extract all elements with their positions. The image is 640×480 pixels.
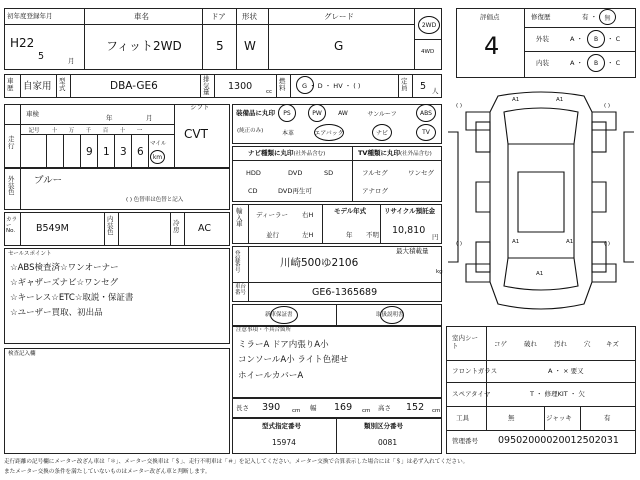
sales-point-2: ☆ギャザーズナビ☆ワンセグ xyxy=(10,278,119,288)
recycle-unit: 円 xyxy=(432,233,439,241)
length-value: 390 xyxy=(262,402,281,413)
equip-abs: ABS xyxy=(420,109,432,117)
model-year-unit: 年 xyxy=(346,231,353,239)
notes-header: 注意事項・不具合箇所 xyxy=(236,327,292,333)
exterior-options-a: A ・ xyxy=(570,35,584,43)
first-reg-month-unit: 月 xyxy=(68,57,75,65)
inspection-year-unit: 年 xyxy=(106,114,113,122)
exterior-color-label: 外装色 xyxy=(8,175,15,196)
equip-aw: AW xyxy=(338,109,348,117)
ac-label: 冷房 xyxy=(173,219,180,234)
seat-yabure: 破れ xyxy=(524,340,537,348)
mgmt-value: 09502000020012502031 xyxy=(498,435,619,446)
sales-point-3: ☆キーレス☆ETC☆取説・保証書 xyxy=(10,293,134,303)
mileage-digit-3: 3 xyxy=(120,146,127,158)
exterior-options-c: ・ C xyxy=(607,35,621,43)
equip-ps: PS xyxy=(283,109,291,117)
jack-label: ジャッキ xyxy=(546,414,572,422)
exterior-selected: B xyxy=(593,35,599,43)
damage-marker-5: A1 xyxy=(566,239,574,245)
capacity-label: 定員 xyxy=(401,77,408,92)
equipment-label: 装備品に丸印 xyxy=(236,109,275,117)
width-unit: cm xyxy=(362,408,371,414)
bracket-tl: ( ) xyxy=(456,103,463,109)
car-name-label: 車名 xyxy=(134,12,149,21)
digit-header-symbol: 記号 xyxy=(28,128,40,134)
tool-value: 無 xyxy=(508,414,515,422)
unit-km: km xyxy=(152,153,163,161)
nav-hdd: HDD xyxy=(246,169,261,177)
inspector-block xyxy=(4,348,230,454)
doors-value: 5 xyxy=(216,39,224,53)
first-reg-year: H22 xyxy=(10,36,35,50)
interior-label: 内装 xyxy=(536,59,549,67)
digit-header-10: 十 xyxy=(119,128,126,134)
equip-airbag: エアバック xyxy=(314,130,344,137)
left-hand: 左H xyxy=(302,231,314,239)
parallel-label: 並行 xyxy=(266,231,279,239)
exterior-color-value: ブルー xyxy=(34,175,63,186)
tv-type-label: TV種類に丸印(社外品含む) xyxy=(358,149,432,157)
width-value: 169 xyxy=(334,402,353,413)
note-line-3: ホイールカバーA xyxy=(238,371,304,381)
car-outline xyxy=(446,82,636,322)
class-label: 類別区分番号 xyxy=(364,422,403,430)
mileage-digit-4: 6 xyxy=(137,146,144,158)
width-label: 幅 xyxy=(310,404,317,412)
model-value: DBA-GE6 xyxy=(110,80,158,92)
reg-value: 川崎500ゆ2106 xyxy=(280,257,359,269)
drive-4wd: 4WD xyxy=(421,49,435,55)
digit-headers xyxy=(22,126,150,134)
max-load-unit: kg xyxy=(436,269,443,275)
fuel-options: G ・ D ・ HV ・ ( ) xyxy=(302,82,361,90)
digit-header-hyaku: 百 xyxy=(102,128,109,134)
reg-label: 登録番号 xyxy=(235,251,241,274)
repair-selected: 無 xyxy=(604,14,611,22)
equip-sunroof: サンルーフ xyxy=(367,110,397,118)
fuel-label: 燃料 xyxy=(279,77,286,92)
seat-koge: コゲ xyxy=(494,340,507,348)
mgmt-label: 管理番号 xyxy=(452,437,478,445)
interior-selected: B xyxy=(593,59,599,67)
mileage-digit-2: 1 xyxy=(103,146,110,158)
bracket-tr: ( ) xyxy=(604,103,611,109)
type-cert-value: 15974 xyxy=(272,438,296,447)
dealer-label: ディーラー xyxy=(256,211,288,219)
equip-pw: PW xyxy=(312,109,322,117)
height-value: 152 xyxy=(406,402,425,413)
spare-value: T ・ 修理KIT ・ 欠 xyxy=(530,390,585,398)
tv-fullseg: フルセグ xyxy=(362,169,388,177)
exterior-color-note: ( ) 色替車は色替と記入 xyxy=(126,197,184,203)
ac-value: AC xyxy=(198,223,211,234)
tv-analog: アナログ xyxy=(362,187,388,195)
repair-label: 修復歴 xyxy=(531,13,551,21)
length-unit: cm xyxy=(292,408,301,414)
footer-line-2: またメーター交換の条件を満たしていないものはメーター改ざん車と判断します。 xyxy=(4,469,211,475)
score-value: 4 xyxy=(484,32,500,60)
sales-point-1: ☆ABS検査済☆ワンオーナー xyxy=(10,263,119,273)
car-name: フィット2WD xyxy=(106,39,182,53)
damage-marker-3: A1 xyxy=(512,239,520,245)
nav-dvd: DVD xyxy=(288,169,303,177)
first-reg-label: 初年度登録年月 xyxy=(7,12,53,20)
color-code-label: カラーNo. xyxy=(6,217,18,234)
displacement-value: 1300 xyxy=(228,81,253,92)
use-value: 自家用 xyxy=(23,81,52,92)
model-year-unknown: 不明 xyxy=(366,231,379,239)
equipment-sub: (純正のみ) xyxy=(237,128,264,134)
tv-oneseg: ワンセグ xyxy=(408,169,434,177)
nav-type-label: ナビ種類に丸印(社外品含む) xyxy=(248,149,326,157)
digit-header-man: 万 xyxy=(68,128,75,134)
jack-value: 有 xyxy=(604,414,611,422)
grade-value: G xyxy=(334,39,344,53)
damage-marker-1: A1 xyxy=(512,97,520,103)
drive-2wd: 2WD xyxy=(421,21,437,29)
documents-block xyxy=(232,304,442,326)
interior-options-c: ・ C xyxy=(607,59,621,67)
shift-value: CVT xyxy=(184,127,208,141)
max-load-label: 最大積載量 xyxy=(396,247,429,255)
inspector-label: 検査記入欄 xyxy=(8,351,36,357)
damage-marker-2: A1 xyxy=(556,97,564,103)
seat-kizu: キズ xyxy=(606,340,619,348)
footer-line-1: 走行距離の記号欄にメーター改ざん車は「＊」、メーター交換車は「＄」、走行不明車は「＃」を記入してください。メーター交換で合算表示した場合には「＄」は必ず入れてください。 xyxy=(4,459,469,465)
chassis-label: 車台番号 xyxy=(235,284,247,296)
capacity-unit: 人 xyxy=(432,87,439,95)
inspection-label: 車検 xyxy=(26,110,39,118)
tool-label: 工具 xyxy=(456,414,469,422)
bracket-br: ( ) xyxy=(604,241,611,247)
interior-options-a: A ・ xyxy=(570,59,584,67)
displacement-unit: cc xyxy=(266,89,273,95)
equip-tv: TV xyxy=(422,129,430,136)
note-line-2: コンソールA小 ライト色褪せ xyxy=(238,355,349,365)
score-label: 評価点 xyxy=(480,13,500,21)
chassis-value: GE6-1365689 xyxy=(312,287,378,298)
doc-manual: 取扱説明書 xyxy=(376,312,404,318)
length-label: 長さ xyxy=(236,404,249,412)
import-label: 輸入車 xyxy=(236,207,243,228)
type-cert-label: 型式指定番号 xyxy=(262,422,301,430)
exterior-label: 外装 xyxy=(536,35,549,43)
nav-dvd-play: DVD再生可 xyxy=(278,187,312,195)
grade-label: グレード xyxy=(324,12,354,21)
model-year-label: モデル年式 xyxy=(334,207,367,215)
bracket-bl: ( ) xyxy=(456,241,463,247)
fuel-selected-circle xyxy=(296,76,314,94)
first-reg-month: 5 xyxy=(38,51,45,62)
recycle-value: 10,810 xyxy=(392,225,426,236)
nav-sd: SD xyxy=(324,169,334,177)
height-unit: cm xyxy=(432,408,441,414)
capacity-value: 5 xyxy=(420,81,427,92)
digit-header-sen: 千 xyxy=(85,128,92,134)
seat-label: 室内シート xyxy=(452,334,478,351)
repair-options: 有 ・ xyxy=(582,13,598,21)
seat-yogore: 汚れ xyxy=(554,340,567,348)
sales-point-4: ☆ユーザー買取、初出品 xyxy=(10,308,103,318)
mileage-digit-1: 9 xyxy=(86,146,93,158)
sales-points-label: セールスポイント xyxy=(8,251,52,257)
windshield-value: A ・ × 要又 xyxy=(548,367,584,375)
model-label: 型式 xyxy=(59,77,66,92)
spare-label: スペアタイヤ xyxy=(452,390,491,398)
note-line-1: ミラーA ドア内張りA小 xyxy=(238,340,329,350)
nav-cd: CD xyxy=(248,187,258,195)
interior-color-label: 内装色 xyxy=(107,215,114,236)
shape-value: W xyxy=(244,39,256,53)
seat-ana: 穴 xyxy=(584,340,591,348)
car-diagram xyxy=(446,82,636,322)
windshield-label: フロントガラス xyxy=(452,367,498,375)
displacement-label: 排気量 xyxy=(203,75,210,96)
equip-navi: ナビ xyxy=(375,130,388,137)
damage-marker-4: A1 xyxy=(536,271,544,277)
height-label: 高さ xyxy=(378,404,391,412)
digit-header-1: 一 xyxy=(136,128,143,134)
recycle-label: リサイクル預託金 xyxy=(384,207,436,215)
shift-label: シフト xyxy=(190,103,210,111)
color-code-value: B549M xyxy=(36,223,69,234)
door-label: ドア xyxy=(211,12,226,21)
shape-label: 形状 xyxy=(242,12,257,21)
running-label: 走行 xyxy=(8,135,15,150)
equip-leather: 本革 xyxy=(281,129,294,137)
unit-mile: マイル xyxy=(150,141,167,147)
right-hand: 右H xyxy=(302,211,314,219)
class-value: 0081 xyxy=(378,438,398,447)
use-label: 車歴 xyxy=(7,77,14,92)
inspection-month-unit: 月 xyxy=(146,114,153,122)
doc-warranty: 新車保証書 xyxy=(265,312,293,318)
digit-header-10man: 十 xyxy=(51,128,58,134)
